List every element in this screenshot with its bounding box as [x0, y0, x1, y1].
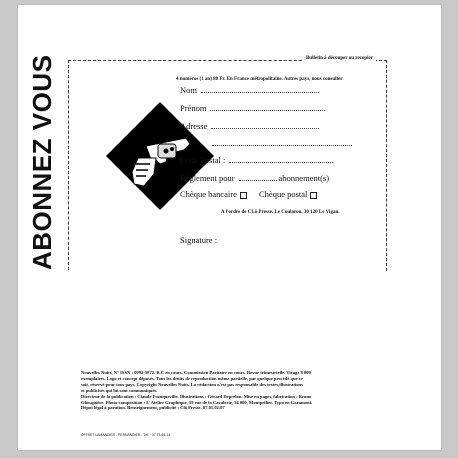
cheque-postal-checkbox[interactable] [310, 192, 317, 199]
cheque-postal-label: Chèque postal [259, 189, 308, 199]
magazine-page [18, 5, 441, 450]
field-nom-line[interactable] [201, 85, 319, 93]
field-nom[interactable] [180, 85, 319, 95]
field-reglement-label: Règlement pour [180, 173, 235, 183]
legal-line: Ghesquière. Photo-composition : L'Atelier Graphique, 59 rue de la Cavalerie, 34 000, Montpellier. Typo en Garamont. [81, 399, 313, 405]
legal-line: exemplaires. Logo et concept déposés. Tous les droits de reproduction même partielle, par quelque procédé que ce [81, 375, 303, 381]
price-line: 4 numéros (1 an) 80 Fr. En France métropolitaine. Autres pays, nous consulter [176, 77, 343, 82]
payment-options [180, 189, 317, 199]
field-prenom-line[interactable] [210, 103, 325, 111]
legal-line: Nouvelles Nuits, N° ISSN : 0992-5872. R.C en cours. Commission Paritaire en cours. Revue trimestrielle. Tirage 8 000 [81, 370, 311, 375]
legal-line: Directeur de la publication : Claude Franqueville. Illustrations : Gérard Deprelon. Mise en pages, fabrication : Bruno [81, 393, 312, 399]
printer-line: OFFSET LAMANDIER - PERNANDIER - Tél. : 07-73-65-14 [81, 433, 171, 437]
legal-notice [81, 370, 436, 411]
field-reglement-line[interactable] [239, 173, 277, 181]
legal-line: Dépot légal à parution. Renseignement, publicité : Clô Presse. 07.81.02.07 [81, 405, 225, 411]
field-adresse[interactable] [180, 121, 319, 131]
field-adresse-2[interactable] [212, 138, 352, 148]
field-reglement[interactable] [180, 173, 329, 183]
signature-field[interactable] [180, 235, 217, 245]
legal-line: soit, réservé pour tous pays. Copyright Nouvelles Nuits. La rédaction n'est pas responsable des textes,illustrations [81, 381, 303, 387]
coupon-title: ABONNEZ VOUS [27, 54, 57, 270]
legal-line: et publicités qui lui sont communiqués. [81, 387, 158, 393]
field-adresse-line[interactable] [211, 121, 319, 129]
cut-label: Bulletin à découper ou recopier [303, 56, 376, 61]
field-adresse-line-2[interactable] [212, 138, 352, 146]
field-code-postal-line[interactable] [229, 155, 333, 163]
field-abonnements-label: abonnement(s) [278, 173, 330, 183]
field-code-postal-label: Code Postal : [180, 155, 226, 165]
field-adresse-label: Adresse [180, 121, 208, 131]
field-prenom[interactable] [180, 103, 325, 113]
cheque-bancaire-label: Chèque bancaire [180, 189, 237, 199]
field-code-postal[interactable] [180, 155, 333, 165]
coupon-left-edge [68, 60, 70, 270]
signature-label: Signature : [180, 235, 218, 245]
cheque-bancaire-checkbox[interactable] [240, 192, 247, 199]
field-nom-label: Nom [180, 85, 197, 95]
field-prenom-label: Prénom [180, 103, 207, 113]
order-address: A l'ordre de CLô Presse. Le Coularou. 30 120 Le Vigan. [221, 210, 340, 215]
